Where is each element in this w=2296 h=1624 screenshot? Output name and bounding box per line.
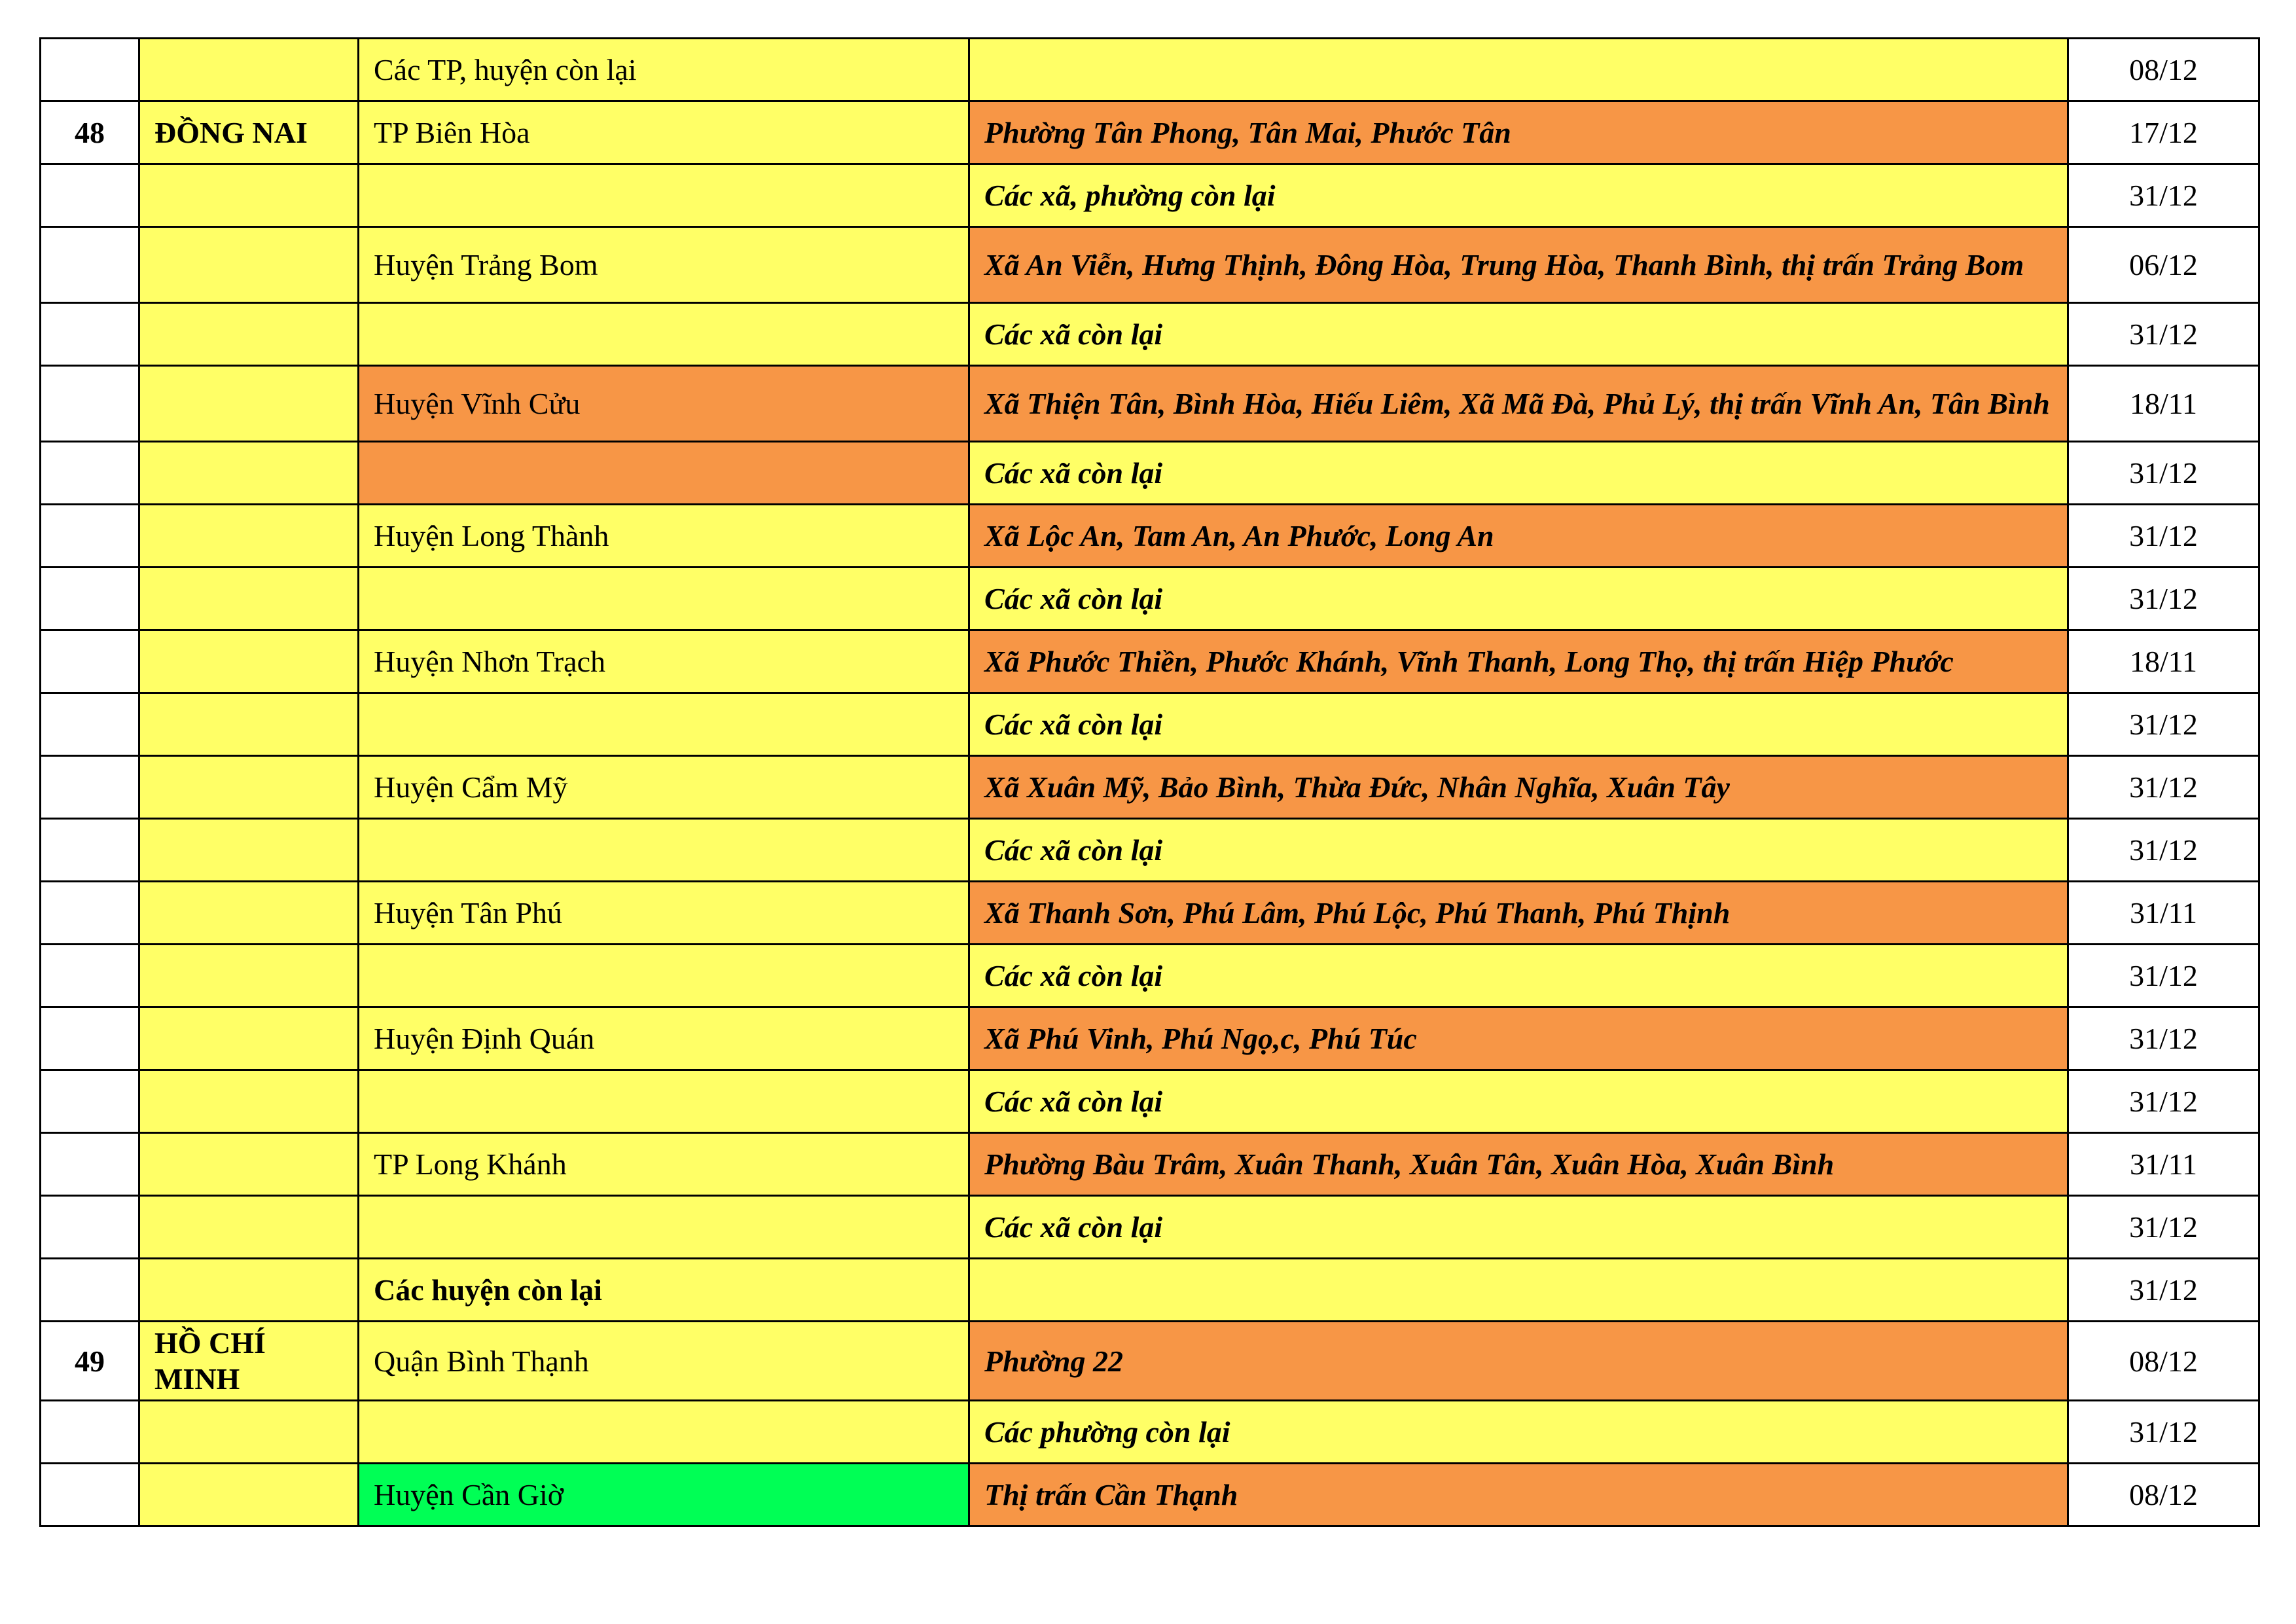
district-cell: Huyện Nhơn Trạch [359, 630, 969, 693]
district-cell: Huyện Trảng Bom [359, 227, 969, 303]
stt-cell [41, 882, 139, 945]
stt-cell [41, 505, 139, 568]
wards-cell: Các xã còn lại [969, 1070, 2068, 1133]
table-row [41, 1007, 2259, 1070]
province-cell [139, 1259, 359, 1322]
province-cell [139, 756, 359, 819]
wards-cell: Các xã còn lại [969, 693, 2068, 756]
wards-cell [969, 1259, 2068, 1322]
stt-cell [41, 1464, 139, 1526]
wards-cell: Các xã còn lại [969, 945, 2068, 1007]
table-row [41, 1133, 2259, 1196]
date-cell: 31/12 [2068, 568, 2259, 630]
stt-cell [41, 693, 139, 756]
wards-cell: Các xã còn lại [969, 442, 2068, 505]
wards-cell: Phường Bàu Trâm, Xuân Thanh, Xuân Tân, Xuân Hòa, Xuân Bình [969, 1133, 2068, 1196]
wards-cell: Xã Phú Vinh, Phú Ngọ,c, Phú Túc [969, 1007, 2068, 1070]
wards-cell: Các phường còn lại [969, 1401, 2068, 1464]
wards-cell: Xã Xuân Mỹ, Bảo Bình, Thừa Đức, Nhân Nghĩa, Xuân Tây [969, 756, 2068, 819]
date-cell: 31/12 [2068, 505, 2259, 568]
district-cell [359, 442, 969, 505]
district-cell: Huyện Cẩm Mỹ [359, 756, 969, 819]
district-cell: Các huyện còn lại [359, 1259, 969, 1322]
table-row [41, 756, 2259, 819]
wards-cell: Các xã, phường còn lại [969, 164, 2068, 227]
wards-cell: Phường Tân Phong, Tân Mai, Phước Tân [969, 101, 2068, 164]
table-row [41, 1322, 2259, 1401]
province-cell [139, 945, 359, 1007]
province-cell [139, 1196, 359, 1259]
table-row [41, 442, 2259, 505]
stt-cell [41, 1007, 139, 1070]
wards-cell [969, 39, 2068, 101]
table-row [41, 366, 2259, 442]
wards-cell: Xã An Viễn, Hưng Thịnh, Đông Hòa, Trung Hòa, Thanh Bình, thị trấn Trảng Bom [969, 227, 2068, 303]
stt-cell [41, 1133, 139, 1196]
district-cell [359, 945, 969, 1007]
table-row [41, 101, 2259, 164]
wards-cell: Các xã còn lại [969, 303, 2068, 366]
date-cell: 08/12 [2068, 1464, 2259, 1526]
province-cell [139, 39, 359, 101]
stt-cell [41, 1196, 139, 1259]
province-cell: HỒ CHÍ MINH [139, 1322, 359, 1401]
table-row [41, 505, 2259, 568]
province-cell [139, 1007, 359, 1070]
date-cell: 31/12 [2068, 693, 2259, 756]
district-cell: TP Long Khánh [359, 1133, 969, 1196]
district-cell [359, 568, 969, 630]
date-cell: 31/11 [2068, 882, 2259, 945]
schedule-table [39, 37, 2260, 1527]
date-cell: 31/12 [2068, 303, 2259, 366]
table-row [41, 945, 2259, 1007]
district-cell: Các TP, huyện còn lại [359, 39, 969, 101]
stt-cell [41, 442, 139, 505]
district-cell [359, 1070, 969, 1133]
stt-cell [41, 819, 139, 882]
district-cell: Huyện Định Quán [359, 1007, 969, 1070]
date-cell: 31/11 [2068, 1133, 2259, 1196]
province-cell [139, 882, 359, 945]
date-cell: 06/12 [2068, 227, 2259, 303]
table-row [41, 39, 2259, 101]
stt-cell [41, 303, 139, 366]
date-cell: 08/12 [2068, 1322, 2259, 1401]
date-cell: 17/12 [2068, 101, 2259, 164]
date-cell: 31/12 [2068, 756, 2259, 819]
stt-cell [41, 630, 139, 693]
table-row [41, 819, 2259, 882]
wards-cell: Xã Phước Thiền, Phước Khánh, Vĩnh Thanh, Long Thọ, thị trấn Hiệp Phước [969, 630, 2068, 693]
table-body [41, 39, 2259, 1526]
stt-cell [41, 1259, 139, 1322]
province-cell [139, 1070, 359, 1133]
table-row [41, 303, 2259, 366]
stt-cell [41, 164, 139, 227]
table-row [41, 1464, 2259, 1526]
province-cell [139, 303, 359, 366]
district-cell: Huyện Long Thành [359, 505, 969, 568]
table-row [41, 1196, 2259, 1259]
date-cell: 08/12 [2068, 39, 2259, 101]
wards-cell: Các xã còn lại [969, 1196, 2068, 1259]
wards-cell: Xã Lộc An, Tam An, An Phước, Long An [969, 505, 2068, 568]
date-cell: 31/12 [2068, 819, 2259, 882]
date-cell: 31/12 [2068, 442, 2259, 505]
wards-cell: Thị trấn Cần Thạnh [969, 1464, 2068, 1526]
stt-cell: 48 [41, 101, 139, 164]
district-cell [359, 1196, 969, 1259]
province-cell: ĐỒNG NAI [139, 101, 359, 164]
province-cell [139, 366, 359, 442]
stt-cell: 49 [41, 1322, 139, 1401]
table-row [41, 1259, 2259, 1322]
date-cell: 31/12 [2068, 1259, 2259, 1322]
table-row [41, 693, 2259, 756]
stt-cell [41, 366, 139, 442]
date-cell: 31/12 [2068, 1401, 2259, 1464]
province-cell [139, 1401, 359, 1464]
province-cell [139, 505, 359, 568]
date-cell: 31/12 [2068, 164, 2259, 227]
province-cell [139, 819, 359, 882]
district-cell [359, 303, 969, 366]
district-cell: TP Biên Hòa [359, 101, 969, 164]
date-cell: 31/12 [2068, 1007, 2259, 1070]
district-cell [359, 693, 969, 756]
district-cell: Huyện Cần Giờ [359, 1464, 969, 1526]
wards-cell: Các xã còn lại [969, 819, 2068, 882]
wards-cell: Xã Thanh Sơn, Phú Lâm, Phú Lộc, Phú Thanh, Phú Thịnh [969, 882, 2068, 945]
date-cell: 31/12 [2068, 1196, 2259, 1259]
province-cell [139, 568, 359, 630]
stt-cell [41, 756, 139, 819]
province-cell [139, 693, 359, 756]
province-cell [139, 1133, 359, 1196]
table-row [41, 227, 2259, 303]
stt-cell [41, 227, 139, 303]
stt-cell [41, 1401, 139, 1464]
date-cell: 31/12 [2068, 1070, 2259, 1133]
district-cell: Huyện Tân Phú [359, 882, 969, 945]
stt-cell [41, 39, 139, 101]
district-cell [359, 819, 969, 882]
district-cell: Huyện Vĩnh Cửu [359, 366, 969, 442]
wards-cell: Xã Thiện Tân, Bình Hòa, Hiếu Liêm, Xã Mã Đà, Phủ Lý, thị trấn Vĩnh An, Tân Bình [969, 366, 2068, 442]
table-row [41, 1070, 2259, 1133]
stt-cell [41, 568, 139, 630]
stt-cell [41, 945, 139, 1007]
date-cell: 18/11 [2068, 630, 2259, 693]
province-cell [139, 442, 359, 505]
table-row [41, 882, 2259, 945]
province-cell [139, 227, 359, 303]
stt-cell [41, 1070, 139, 1133]
wards-cell: Các xã còn lại [969, 568, 2068, 630]
district-cell [359, 1401, 969, 1464]
district-cell [359, 164, 969, 227]
date-cell: 31/12 [2068, 945, 2259, 1007]
date-cell: 18/11 [2068, 366, 2259, 442]
table-row [41, 164, 2259, 227]
province-cell [139, 1464, 359, 1526]
table-row [41, 1401, 2259, 1464]
province-cell [139, 630, 359, 693]
district-cell: Quận Bình Thạnh [359, 1322, 969, 1401]
table-row [41, 568, 2259, 630]
wards-cell: Phường 22 [969, 1322, 2068, 1401]
province-cell [139, 164, 359, 227]
table-row [41, 630, 2259, 693]
